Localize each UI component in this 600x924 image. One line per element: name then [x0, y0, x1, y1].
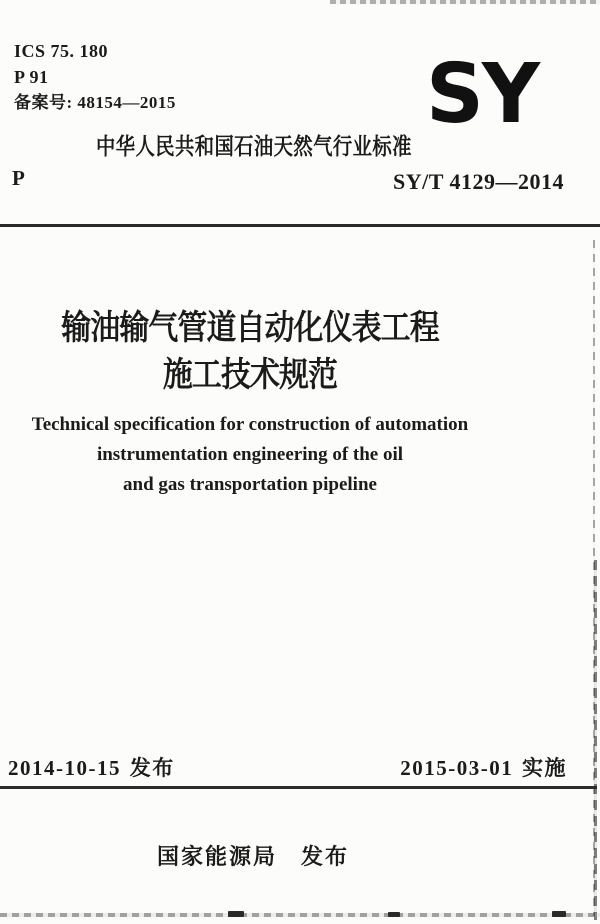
- category-letter: P: [12, 166, 25, 190]
- standard-number: SY/T 4129—2014: [392, 169, 564, 194]
- top-rule: [0, 224, 600, 227]
- masthead-meta-block: [14, 38, 176, 116]
- title-en-line3: and gas transportation pipeline: [123, 474, 377, 495]
- issue-date: 2014-10-15 发布: [8, 756, 175, 780]
- publisher-line: 国家能源局 发布: [156, 844, 349, 869]
- title-zh-line2: 施工技术规范: [162, 355, 338, 395]
- title-en-line1: Technical specification for construction of automation: [31, 414, 469, 435]
- scan-artifact-blob: [228, 911, 244, 917]
- scan-artifact-blob: [552, 911, 566, 917]
- scan-artifact-right-edge: [593, 240, 595, 916]
- doc-class-code: P 91: [14, 67, 49, 87]
- ics-code: ICS 75. 180: [14, 41, 109, 61]
- scan-artifact-blob: [388, 912, 400, 917]
- title-zh-line1: 输油输气管道自动化仪表工程: [61, 308, 439, 348]
- sy-standard-logo: SY: [426, 47, 539, 142]
- standard-type-title: 中华人民共和国石油天然气行业标准: [96, 134, 412, 160]
- bottom-rule: [0, 786, 597, 789]
- title-en-line2: instrumentation engineering of the oil: [96, 444, 404, 465]
- scan-artifact-bottom-edge: [0, 913, 600, 917]
- record-number: 备案号: 48154—2015: [14, 93, 176, 112]
- effective-date: 2015-03-01 实施: [400, 756, 567, 780]
- scan-artifact-right-edge-strong: [594, 560, 597, 920]
- scan-artifact-top-edge: [330, 0, 600, 4]
